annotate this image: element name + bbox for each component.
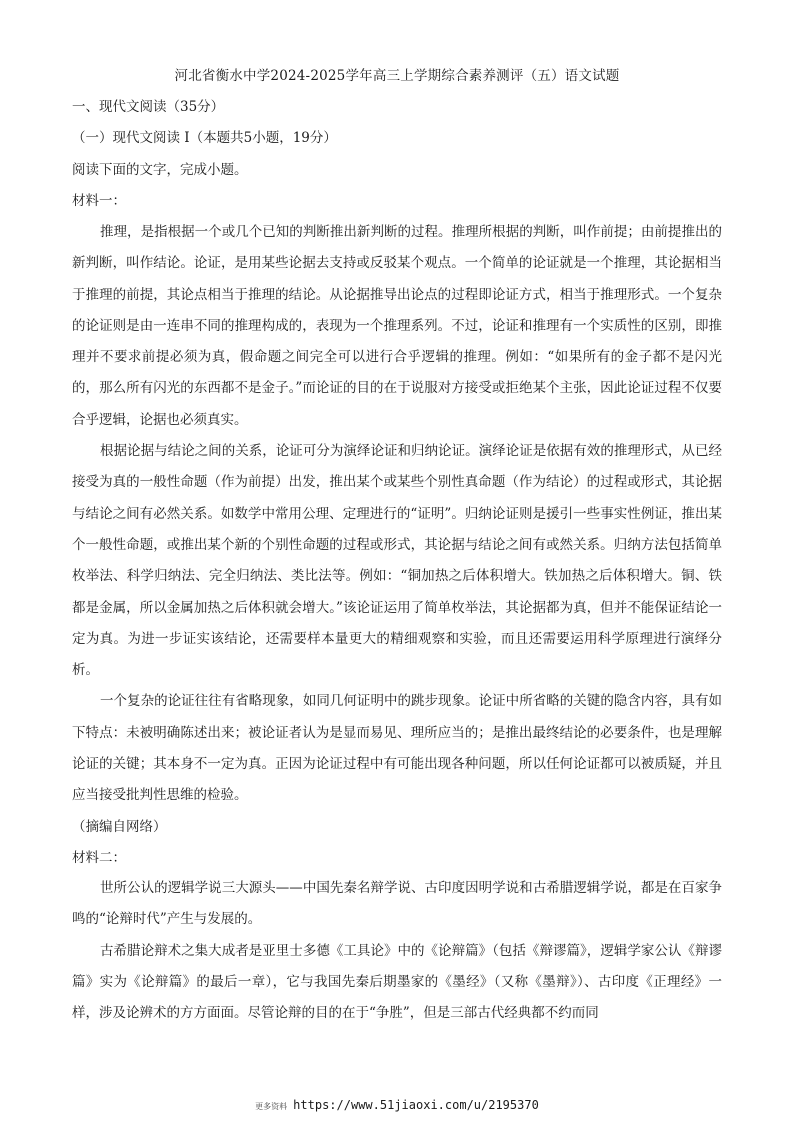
- page-footer: [0, 1098, 794, 1112]
- section-heading: 一、现代文阅读（35分）: [72, 99, 225, 115]
- page-title: 河北省衡水中学2024-2025学年高三上学期综合素养测评（五）语文试题: [174, 68, 620, 84]
- material-one-paragraph: 一个复杂的论证往往有省略现象，如同几何证明中的跳步现象。论证中所省略的关键的隐含内容，具有如下特点：未被明确陈述出来；被论证者认为是显而易见、理所应当的；是推出最终结论的必要条件，也是理解论证的关键；其本身不一定为真。正因为论证过程中有可能出现各种问题，所以任何论证都可以被质疑，并且应当接受批判性思维的检验。: [72, 693, 722, 804]
- material-one-paragraph: 推理，是指根据一个或几个已知的判断推出新判断的过程。推理所根据的判断，叫作前提；由前提推出的新判断，叫作结论。论证，是用某些论据去支持或反驳某个观点。一个简单的论证就是一个推理，其论据相当于推理的前提，其论点相当于推理的结论。从论据推导出论点的过程即论证方式，相当于推理形式。一个复杂的论证则是由一连串不同的推理构成的，表现为一个推理系列。不过，论证和推理有一个实质性的区别，即推理并不要求前提必须为真，假命题之间完全可以进行合乎逻辑的推理。例如：“如果所有的金子都不是闪光的，那么所有闪光的东西都不是金子。”而论证的目的在于说服对方接受或拒绝某个主张，因此论证过程不仅要合乎逻辑，论据也必须真实。: [72, 224, 722, 428]
- instruction-text: 阅读下面的文字，完成小题。: [72, 162, 248, 178]
- material-one-source: （摘编自网络）: [72, 819, 167, 835]
- material-two-label: 材料二：: [72, 850, 126, 866]
- material-two-body: [72, 873, 722, 1029]
- footer-url-link[interactable]: https://www.51jiaoxi.com/u/2195370: [293, 1098, 539, 1112]
- footer-tag: 更多资料: [255, 1102, 288, 1111]
- material-two-paragraph: 世所公认的逻辑学说三大源头——中国先秦名辩学说、古印度因明学说和古希腊逻辑学说，都是在百家争鸣的“论辩时代”产生与发展的。: [72, 880, 722, 928]
- subsection-heading: （一）现代文阅读 I（本题共5小题，19分）: [72, 130, 337, 146]
- material-one-body: [72, 217, 722, 812]
- material-one-paragraph: 根据论据与结论之间的关系，论证可分为演绎论证和归纳论证。演绎论证是依据有效的推理形式，从已经接受为真的一般性命题（作为前提）出发，推出某个或某些个别性真命题（作为结论）的过程或形式，其论据与结论之间有必然关系。如数学中常用公理、定理进行的“证明”。归纳论证则是援引一些事实性例证，推出某个一般性命题，或推出某个新的个别性命题的过程或形式，其论据与结论之间有或然关系。归纳方法包括简单枚举法、科学归纳法、完全归纳法、类比法等。例如：“铜加热之后体积增大。铁加热之后体积增大。铜、铁都是金属，所以金属加热之后体积就会增大。”该论证运用了简单枚举法，其论据都为真，但并不能保证结论一定为真。为进一步证实该结论，还需要样本量更大的精细观察和实验，而且还需要运用科学原理进行演绎分析。: [72, 443, 722, 679]
- material-two-paragraph: 古希腊论辩术之集大成者是亚里士多德《工具论》中的《论辩篇》（包括《辩谬篇》，逻辑学家公认《辩谬篇》实为《论辩篇》的最后一章），它与我国先秦后期墨家的《墨经》（又称《墨辩》）、古印度《正理经》一样，涉及论辨术的方方面面。尽管论辩的目的在于“争胜”，但是三部古代经典都不约而同: [72, 942, 722, 1022]
- material-one-label: 材料一：: [72, 193, 126, 209]
